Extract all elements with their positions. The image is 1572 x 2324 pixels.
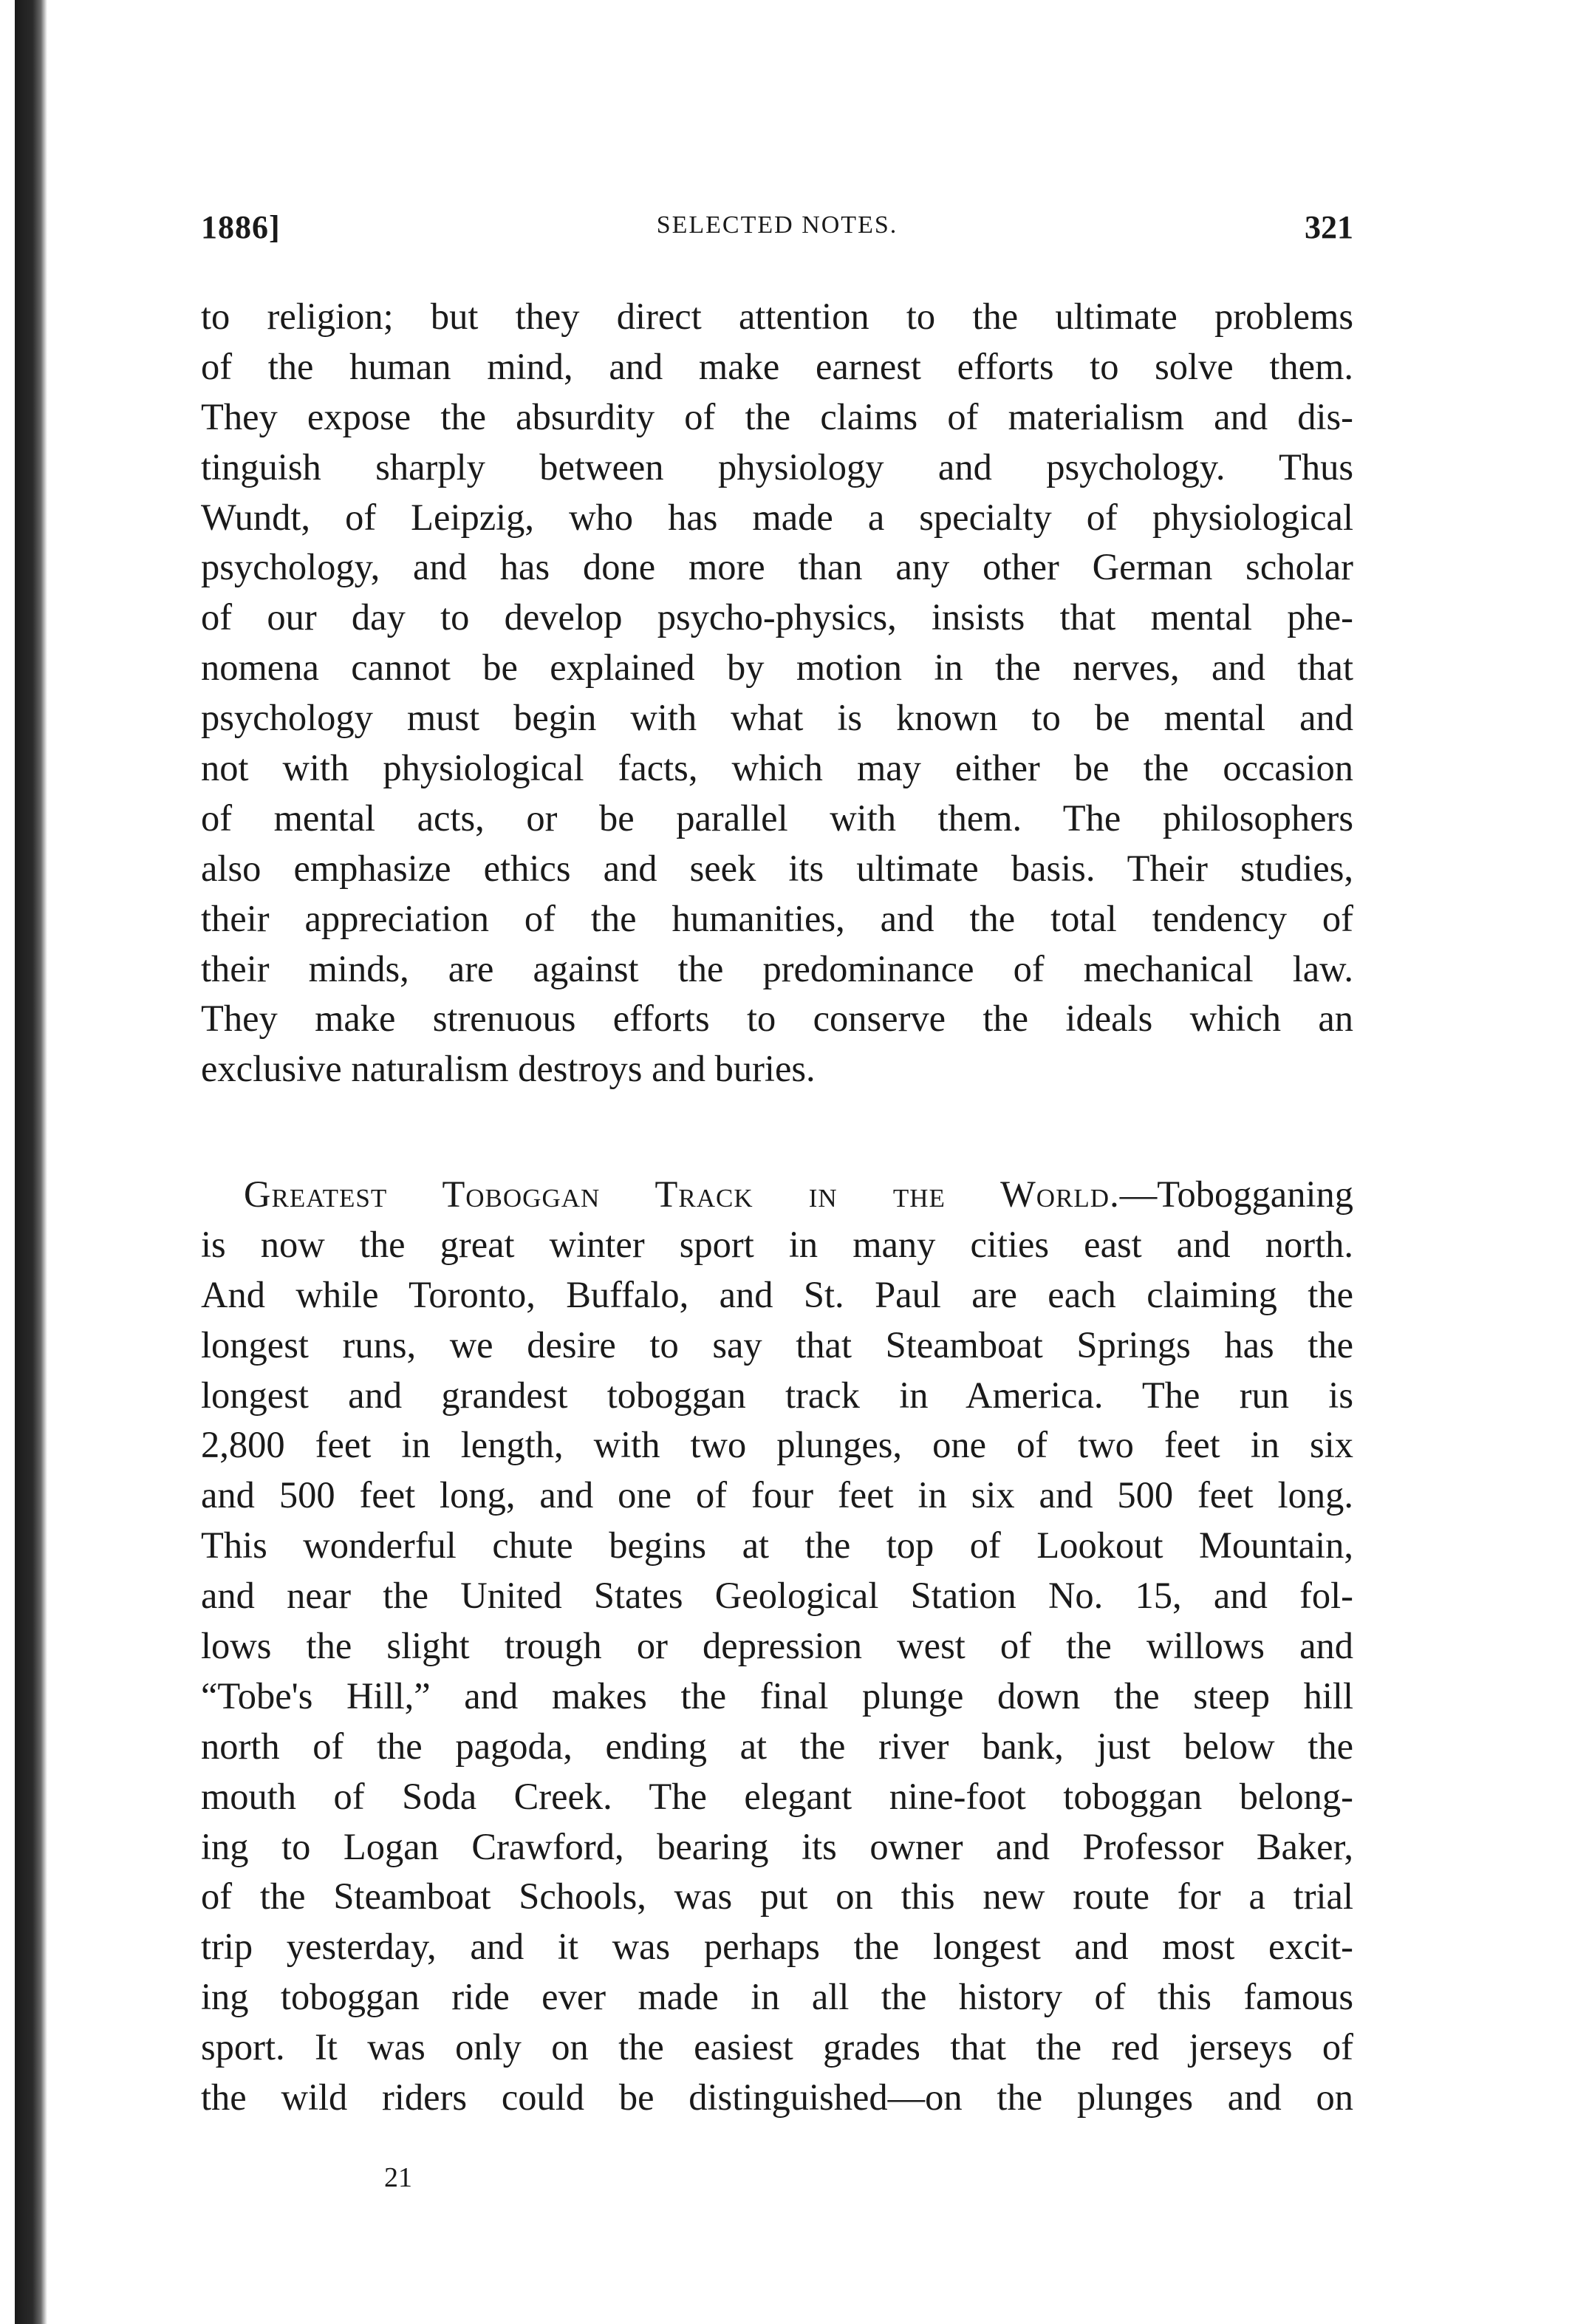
text-line: psychology, and has done more than any other German scholar: [201, 546, 1353, 588]
text-line: and 500 feet long, and one of four feet in six and 500 feet long.: [201, 1474, 1353, 1516]
scan-binding-edge: [15, 0, 47, 2324]
text-line: of the Steamboat Schools, was put on this new route for a trial: [201, 1875, 1353, 1918]
text-line: also emphasize ethics and seek its ultimate basis. Their studies,: [201, 847, 1353, 889]
text-line: longest runs, we desire to say that Steamboat Springs has the: [201, 1323, 1353, 1366]
running-header: [201, 208, 1353, 253]
text-line: ing to Logan Crawford, bearing its owner and Professor Baker,: [201, 1825, 1353, 1867]
text-line: And while Toronto, Buffalo, and St. Paul are each claiming the: [201, 1273, 1353, 1315]
text-line: This wonderful chute begins at the top of Lookout Mountain,: [201, 1524, 1353, 1567]
text-line: sport. It was only on the easiest grades that the red jerseys of: [201, 2026, 1353, 2068]
signature-mark: 21: [384, 2162, 412, 2193]
text-line: is now the great winter sport in many cities east and north.: [201, 1223, 1353, 1265]
text-line: the wild riders could be distinguished—on the plunges and on: [201, 2076, 1353, 2119]
text-line: lows the slight trough or depression west of the willows and: [201, 1625, 1353, 1667]
paragraph-toboggan: [201, 1170, 1353, 2123]
text-line: to religion; but they direct attention to the ultimate problems: [201, 296, 1353, 337]
text-line: They make strenuous efforts to conserve the ideals which an: [201, 998, 1353, 1040]
text-line: and near the United States Geological Station No. 15, and fol-: [201, 1575, 1353, 1617]
text-line: psychology must begin with what is known to be mental and: [201, 697, 1353, 739]
text-line: not with physiological facts, which may either be the occasion: [201, 747, 1353, 789]
text-line: ing toboggan ride ever made in all the history of this famous: [201, 1976, 1353, 2018]
text-line: mouth of Soda Creek. The elegant nine-foot toboggan belong-: [201, 1775, 1353, 1817]
heading-line: [201, 1170, 1353, 1220]
text-line: tinguish sharply between physiology and psychology. Thus: [201, 446, 1353, 488]
text-line: trip yesterday, and it was perhaps the longest and most excit-: [201, 1926, 1353, 1968]
page-number: 321: [1305, 209, 1353, 245]
text-line: of mental acts, or be parallel with them. The philosophers: [201, 797, 1353, 839]
text-line: nomena cannot be explained by motion in the nerves, and that: [201, 647, 1353, 689]
text-line: of our day to develop psycho-physics, insists that mental phe-: [201, 596, 1353, 638]
text-line: “Tobe's Hill,” and makes the final plunge down the steep hill: [201, 1674, 1353, 1717]
text-line: of the human mind, and make earnest efforts to solve them.: [201, 345, 1353, 387]
text-line: their minds, are against the predominance of mechanical law.: [201, 947, 1353, 989]
text-line: north of the pagoda, ending at the river bank, just below the: [201, 1725, 1353, 1767]
text-line: 2,800 feet in length, with two plunges, one of two feet in six: [201, 1424, 1353, 1466]
header-title: SELECTED NOTES.: [656, 211, 898, 239]
text-fragment: —Tobogganing: [1119, 1173, 1353, 1215]
paragraph-religion: [201, 292, 1353, 1094]
text-line: their appreciation of the humanities, and the total tendency of: [201, 897, 1353, 939]
text-line: exclusive naturalism destroys and buries.: [201, 1048, 816, 1090]
text-line: longest and grandest toboggan track in America. The run is: [201, 1374, 1353, 1416]
text-line: Wundt, of Leipzig, who has made a specialty of physiological: [201, 496, 1353, 538]
header-year: 1886]: [201, 209, 281, 245]
section-heading: Greatest Toboggan Track in the World.: [244, 1173, 1120, 1215]
text-line: They expose the absurdity of the claims of materialism and dis-: [201, 395, 1353, 437]
